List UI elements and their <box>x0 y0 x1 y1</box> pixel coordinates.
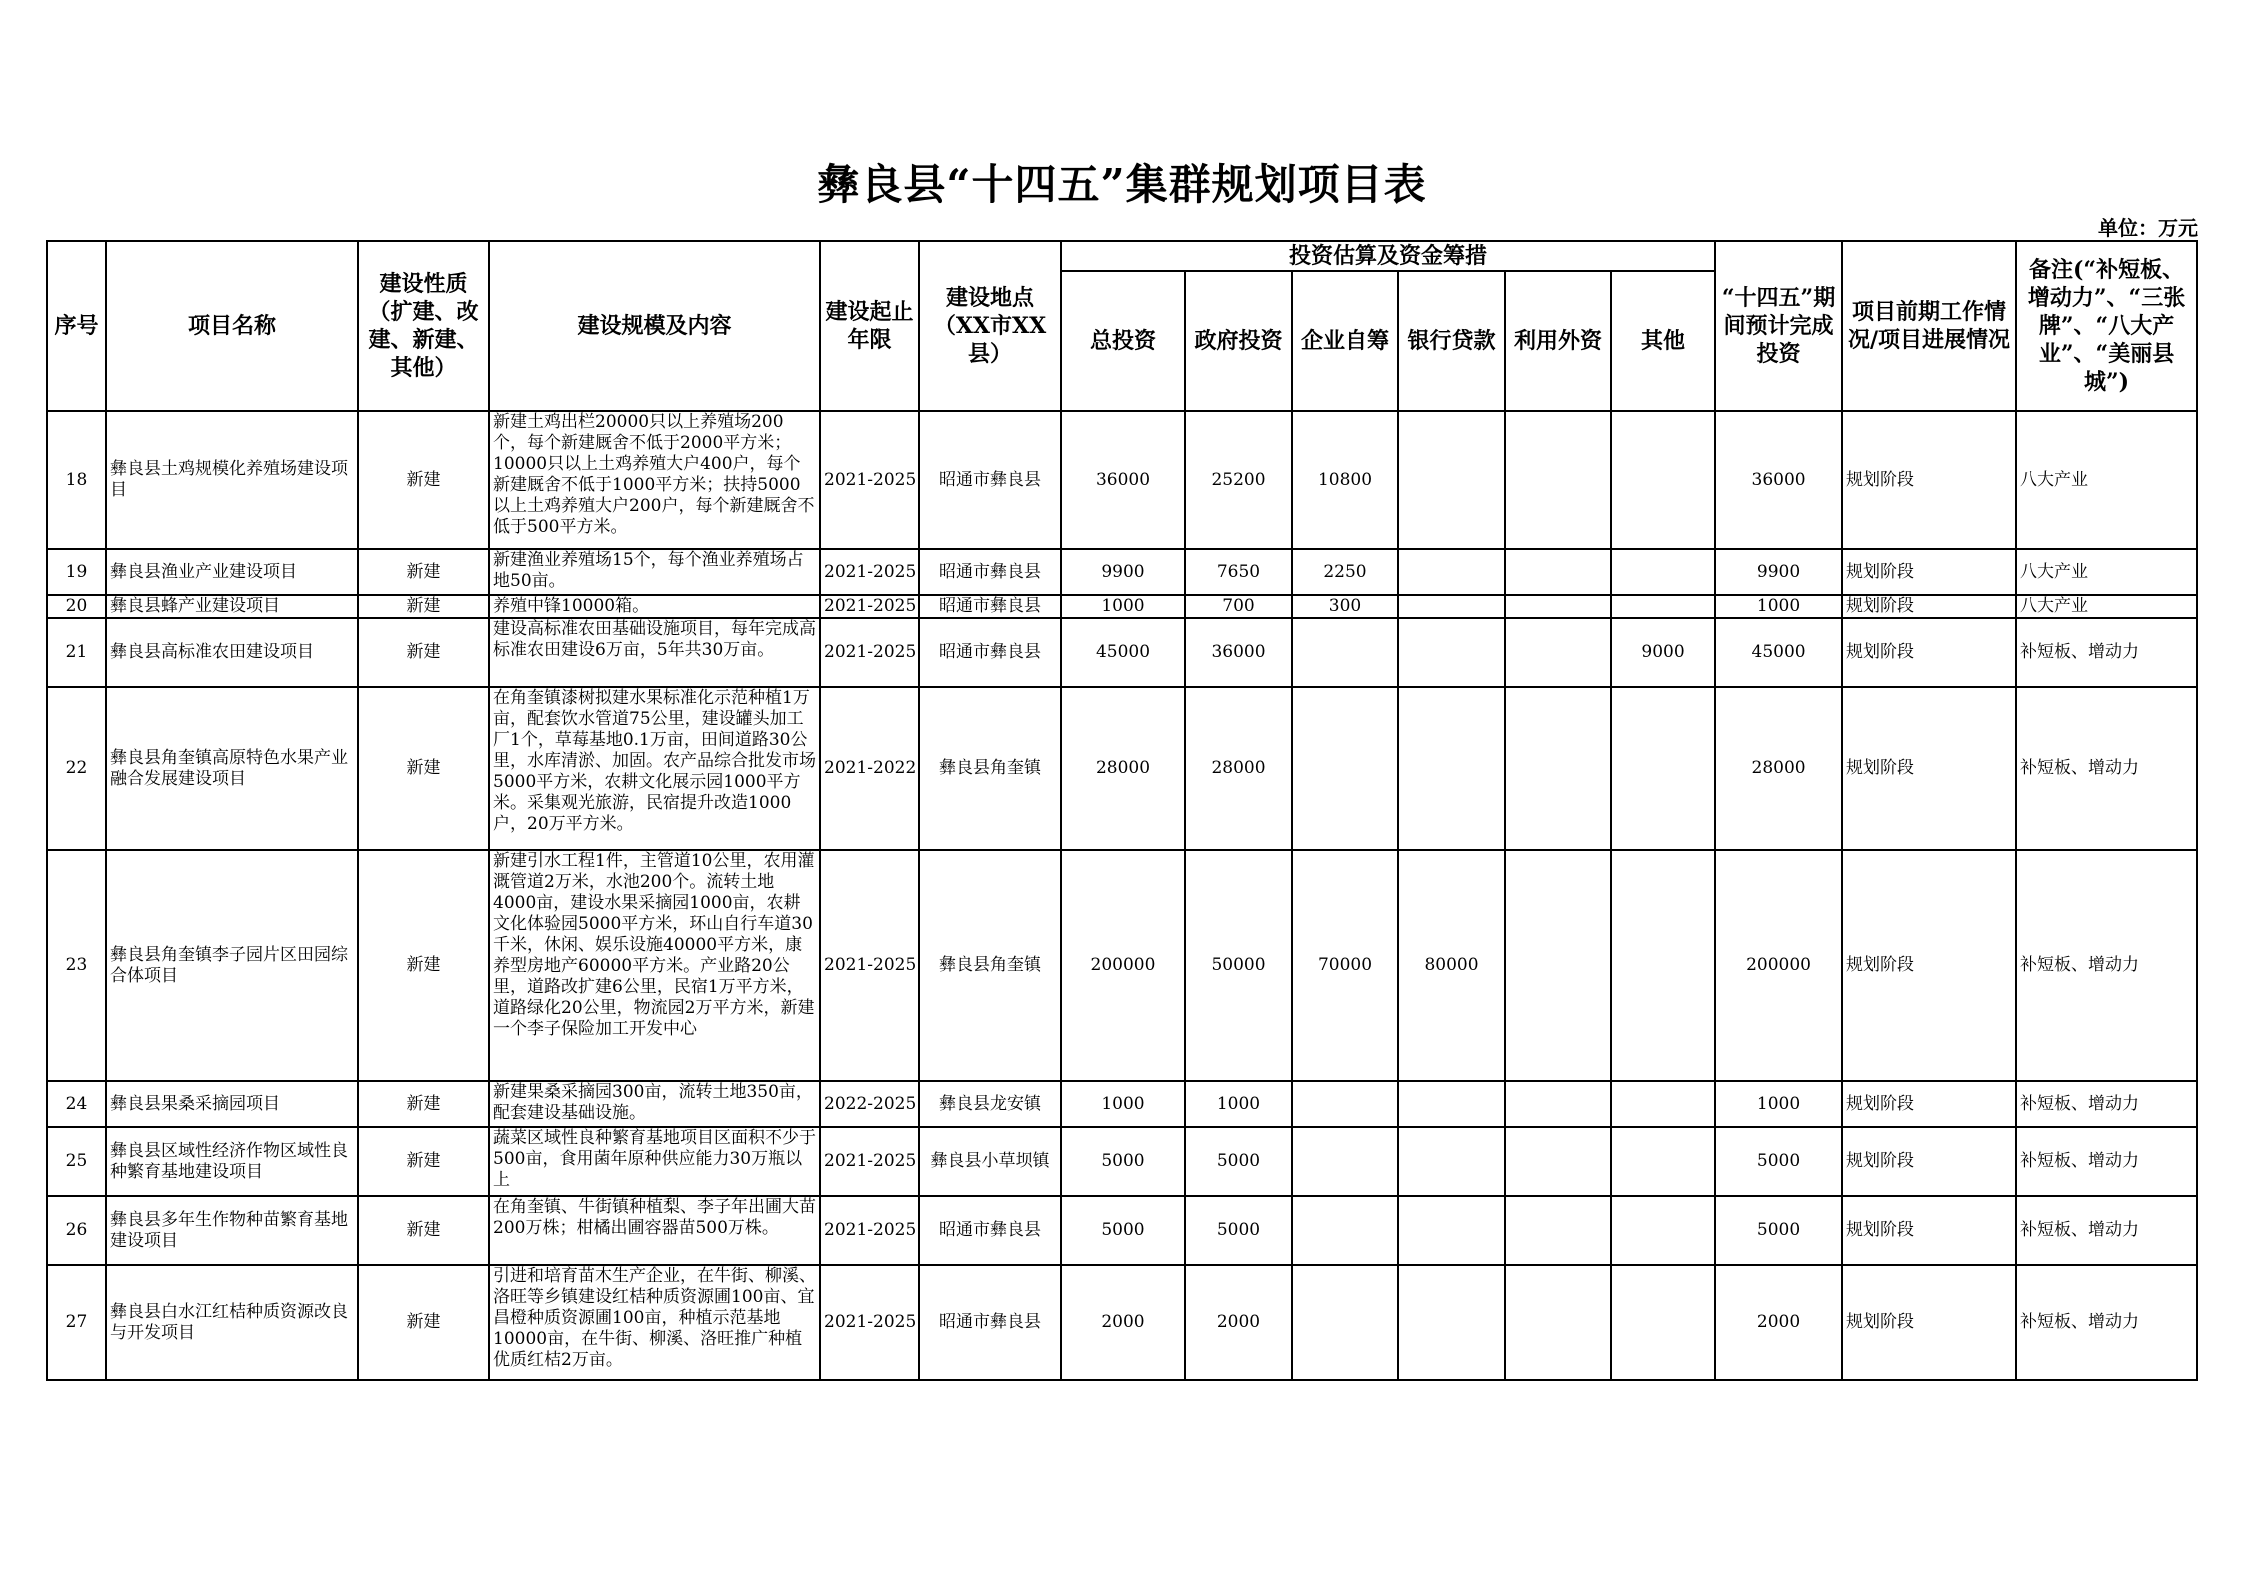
cell-nature: 新建 <box>358 850 489 1081</box>
cell-seq: 25 <box>47 1127 106 1196</box>
cell-scale: 在角奎镇漆树拟建水果标准化示范种植1万亩，配套饮水管道75公里，建设罐头加工厂1个，草莓基地0.1万亩，田间道路30公里，水库清淤、加固。农产品综合批发市场5000平方米，农耕文化展示园1000平方米。采集观光旅游，民宿提升改造1000户，20万平方米。 <box>489 687 820 850</box>
cell-other <box>1611 595 1715 618</box>
cell-loan <box>1398 1265 1505 1380</box>
cell-name: 彝良县角奎镇李子园片区田园综合体项目 <box>106 850 358 1081</box>
cell-other <box>1611 850 1715 1081</box>
table-row <box>47 1081 2197 1127</box>
cell-nature: 新建 <box>358 1196 489 1265</box>
cell-remark: 补短板、增动力 <box>2016 1081 2197 1127</box>
cell-gov: 50000 <box>1185 850 1292 1081</box>
table-row <box>47 618 2197 687</box>
cell-self <box>1292 687 1398 850</box>
cell-gov: 28000 <box>1185 687 1292 850</box>
cell-remark: 八大产业 <box>2016 411 2197 549</box>
page-title: 彝良县“十四五”集群规划项目表 <box>817 160 1427 209</box>
table-row <box>47 411 2197 549</box>
header-gov: 政府投资 <box>1185 271 1292 411</box>
cell-progress: 规划阶段 <box>1842 1196 2016 1265</box>
cell-total: 5000 <box>1061 1196 1185 1265</box>
cell-name: 彝良县渔业产业建设项目 <box>106 549 358 595</box>
cell-period: 2021-2022 <box>820 687 919 850</box>
cell-progress: 规划阶段 <box>1842 850 2016 1081</box>
cell-expected: 28000 <box>1715 687 1842 850</box>
cell-period: 2021-2025 <box>820 549 919 595</box>
header-self: 企业自筹 <box>1292 271 1398 411</box>
cell-progress: 规划阶段 <box>1842 687 2016 850</box>
cell-nature: 新建 <box>358 1081 489 1127</box>
cell-other <box>1611 687 1715 850</box>
cell-scale: 新建引水工程1件，主管道10公里，农用灌溉管道2万米，水池200个。流转土地4000亩，建设水果采摘园1000亩，农耕文化体验园5000平方米，环山自行车道30千米，休闲、娱乐设施40000平方米，康养型房地产60000平方米。产业路20公里，道路改扩建6公里，民宿1万平方米，道路绿化20公里，物流园2万平方米，新建一个李子保险加工开发中心 <box>489 850 820 1081</box>
cell-location: 彝良县龙安镇 <box>919 1081 1061 1127</box>
header-investment-group: 投资估算及资金筹措 <box>1061 241 1715 271</box>
cell-name: 彝良县果桑采摘园项目 <box>106 1081 358 1127</box>
header-other: 其他 <box>1611 271 1715 411</box>
cell-period: 2021-2025 <box>820 618 919 687</box>
cell-progress: 规划阶段 <box>1842 411 2016 549</box>
cell-name: 彝良县高标准农田建设项目 <box>106 618 358 687</box>
cell-seq: 19 <box>47 549 106 595</box>
cell-gov: 700 <box>1185 595 1292 618</box>
cell-period: 2022-2025 <box>820 1081 919 1127</box>
cell-location: 昭通市彝良县 <box>919 411 1061 549</box>
cell-self <box>1292 1265 1398 1380</box>
cell-loan <box>1398 1127 1505 1196</box>
cell-expected: 36000 <box>1715 411 1842 549</box>
cell-gov: 1000 <box>1185 1081 1292 1127</box>
cell-scale: 蔬菜区域性良种繁育基地项目区面积不少于500亩，食用菌年原种供应能力30万瓶以上 <box>489 1127 820 1196</box>
cell-period: 2021-2025 <box>820 411 919 549</box>
cell-seq: 24 <box>47 1081 106 1127</box>
cell-expected: 5000 <box>1715 1127 1842 1196</box>
cell-remark: 八大产业 <box>2016 549 2197 595</box>
cell-scale: 养殖中锋10000箱。 <box>489 595 820 618</box>
cell-loan <box>1398 411 1505 549</box>
cell-location: 昭通市彝良县 <box>919 595 1061 618</box>
cell-location: 昭通市彝良县 <box>919 549 1061 595</box>
cell-seq: 21 <box>47 618 106 687</box>
cell-scale: 建设高标准农田基础设施项目，每年完成高标准农田建设6万亩，5年共30万亩。 <box>489 618 820 687</box>
cell-total: 1000 <box>1061 1081 1185 1127</box>
cell-other <box>1611 1265 1715 1380</box>
cell-foreign <box>1505 1196 1611 1265</box>
cell-period: 2021-2025 <box>820 1196 919 1265</box>
cell-total: 28000 <box>1061 687 1185 850</box>
cell-progress: 规划阶段 <box>1842 595 2016 618</box>
cell-expected: 45000 <box>1715 618 1842 687</box>
cell-other <box>1611 1196 1715 1265</box>
cell-other <box>1611 411 1715 549</box>
header-nature: 建设性质（扩建、改建、新建、其他） <box>358 241 489 411</box>
cell-gov: 5000 <box>1185 1196 1292 1265</box>
cell-seq: 27 <box>47 1265 106 1380</box>
cell-self <box>1292 1196 1398 1265</box>
table-row <box>47 850 2197 1081</box>
table-row <box>47 687 2197 850</box>
cell-gov: 36000 <box>1185 618 1292 687</box>
header-total: 总投资 <box>1061 271 1185 411</box>
cell-period: 2021-2025 <box>820 595 919 618</box>
cell-location: 彝良县小草坝镇 <box>919 1127 1061 1196</box>
cell-location: 昭通市彝良县 <box>919 1265 1061 1380</box>
cell-location: 彝良县角奎镇 <box>919 687 1061 850</box>
cell-loan <box>1398 595 1505 618</box>
cell-nature: 新建 <box>358 549 489 595</box>
cell-loan <box>1398 1196 1505 1265</box>
table-row <box>47 1127 2197 1196</box>
cell-self <box>1292 618 1398 687</box>
cell-gov: 25200 <box>1185 411 1292 549</box>
cell-foreign <box>1505 1265 1611 1380</box>
cell-foreign <box>1505 1127 1611 1196</box>
cell-self: 2250 <box>1292 549 1398 595</box>
cell-name: 彝良县角奎镇高原特色水果产业融合发展建设项目 <box>106 687 358 850</box>
cell-expected: 2000 <box>1715 1265 1842 1380</box>
cell-expected: 9900 <box>1715 549 1842 595</box>
cell-total: 36000 <box>1061 411 1185 549</box>
cell-expected: 200000 <box>1715 850 1842 1081</box>
cell-foreign <box>1505 595 1611 618</box>
cell-other: 9000 <box>1611 618 1715 687</box>
cell-location: 昭通市彝良县 <box>919 1196 1061 1265</box>
table-row <box>47 1265 2197 1380</box>
cell-progress: 规划阶段 <box>1842 618 2016 687</box>
header-progress: 项目前期工作情况/项目进展情况 <box>1842 241 2016 411</box>
cell-name: 彝良县蜂产业建设项目 <box>106 595 358 618</box>
header-name: 项目名称 <box>106 241 358 411</box>
cell-total: 9900 <box>1061 549 1185 595</box>
cell-period: 2021-2025 <box>820 1265 919 1380</box>
header-seq: 序号 <box>47 241 106 411</box>
cell-progress: 规划阶段 <box>1842 549 2016 595</box>
cell-gov: 5000 <box>1185 1127 1292 1196</box>
unit-label: 单位：万元 <box>2098 216 2198 240</box>
cell-nature: 新建 <box>358 687 489 850</box>
cell-remark: 补短板、增动力 <box>2016 618 2197 687</box>
cell-gov: 7650 <box>1185 549 1292 595</box>
cell-seq: 22 <box>47 687 106 850</box>
cell-remark: 补短板、增动力 <box>2016 1265 2197 1380</box>
cell-total: 2000 <box>1061 1265 1185 1380</box>
cell-seq: 23 <box>47 850 106 1081</box>
table-row <box>47 549 2197 595</box>
cell-foreign <box>1505 618 1611 687</box>
cell-scale: 新建果桑采摘园300亩，流转土地350亩，配套建设基础设施。 <box>489 1081 820 1127</box>
cell-name: 彝良县白水江红桔种质资源改良与开发项目 <box>106 1265 358 1380</box>
cell-total: 1000 <box>1061 595 1185 618</box>
cell-other <box>1611 1081 1715 1127</box>
cell-seq: 18 <box>47 411 106 549</box>
cell-seq: 20 <box>47 595 106 618</box>
header-period: 建设起止年限 <box>820 241 919 411</box>
cell-progress: 规划阶段 <box>1842 1265 2016 1380</box>
cell-scale: 新建渔业养殖场15个，每个渔业养殖场占地50亩。 <box>489 549 820 595</box>
cell-self: 10800 <box>1292 411 1398 549</box>
cell-scale: 在角奎镇、牛街镇种植梨、李子年出圃大苗200万株；柑橘出圃容器苗500万株。 <box>489 1196 820 1265</box>
cell-other <box>1611 549 1715 595</box>
cell-scale: 引进和培育苗木生产企业，在牛街、柳溪、洛旺等乡镇建设红桔种质资源圃100亩、宜昌橙种质资源圃100亩，种植示范基地10000亩，在牛街、柳溪、洛旺推广种植优质红桔2万亩。 <box>489 1265 820 1380</box>
cell-foreign <box>1505 850 1611 1081</box>
cell-name: 彝良县多年生作物种苗繁育基地建设项目 <box>106 1196 358 1265</box>
header-location: 建设地点（XX市XX县） <box>919 241 1061 411</box>
header-foreign: 利用外资 <box>1505 271 1611 411</box>
cell-progress: 规划阶段 <box>1842 1127 2016 1196</box>
cell-location: 昭通市彝良县 <box>919 618 1061 687</box>
cell-total: 5000 <box>1061 1127 1185 1196</box>
cell-foreign <box>1505 549 1611 595</box>
cell-loan <box>1398 1081 1505 1127</box>
cell-location: 彝良县角奎镇 <box>919 850 1061 1081</box>
cell-gov: 2000 <box>1185 1265 1292 1380</box>
cell-self: 300 <box>1292 595 1398 618</box>
cell-total: 45000 <box>1061 618 1185 687</box>
cell-other <box>1611 1127 1715 1196</box>
cell-loan <box>1398 549 1505 595</box>
cell-progress: 规划阶段 <box>1842 1081 2016 1127</box>
cell-remark: 八大产业 <box>2016 595 2197 618</box>
cell-period: 2021-2025 <box>820 1127 919 1196</box>
cell-expected: 1000 <box>1715 595 1842 618</box>
cell-foreign <box>1505 411 1611 549</box>
cell-loan <box>1398 687 1505 850</box>
cell-loan <box>1398 618 1505 687</box>
cell-self <box>1292 1127 1398 1196</box>
cell-name: 彝良县区域性经济作物区域性良种繁育基地建设项目 <box>106 1127 358 1196</box>
cell-self <box>1292 1081 1398 1127</box>
cell-total: 200000 <box>1061 850 1185 1081</box>
cell-period: 2021-2025 <box>820 850 919 1081</box>
table-row <box>47 595 2197 618</box>
header-scale: 建设规模及内容 <box>489 241 820 411</box>
cell-nature: 新建 <box>358 1265 489 1380</box>
cell-nature: 新建 <box>358 618 489 687</box>
cell-loan: 80000 <box>1398 850 1505 1081</box>
header-expected: “十四五”期间预计完成投资 <box>1715 241 1842 411</box>
header-remark: 备注(“补短板、增动力”、“三张牌”、“八大产业”、“美丽县城”) <box>2016 241 2197 411</box>
cell-nature: 新建 <box>358 595 489 618</box>
cell-remark: 补短板、增动力 <box>2016 1196 2197 1265</box>
cell-nature: 新建 <box>358 411 489 549</box>
cell-nature: 新建 <box>358 1127 489 1196</box>
cell-scale: 新建土鸡出栏20000只以上养殖场200个，每个新建厩舍不低于2000平方米；10000只以上土鸡养殖大户400户，每个新建厩舍不低于1000平方米；扶持5000以上土鸡养殖大户200户，每个新建厩舍不低于500平方米。 <box>489 411 820 549</box>
cell-self: 70000 <box>1292 850 1398 1081</box>
cell-expected: 1000 <box>1715 1081 1842 1127</box>
cell-seq: 26 <box>47 1196 106 1265</box>
project-table <box>46 240 2198 1381</box>
cell-remark: 补短板、增动力 <box>2016 850 2197 1081</box>
header-loan: 银行贷款 <box>1398 271 1505 411</box>
cell-remark: 补短板、增动力 <box>2016 1127 2197 1196</box>
cell-name: 彝良县土鸡规模化养殖场建设项目 <box>106 411 358 549</box>
cell-foreign <box>1505 687 1611 850</box>
cell-foreign <box>1505 1081 1611 1127</box>
cell-remark: 补短板、增动力 <box>2016 687 2197 850</box>
table-row <box>47 1196 2197 1265</box>
cell-expected: 5000 <box>1715 1196 1842 1265</box>
